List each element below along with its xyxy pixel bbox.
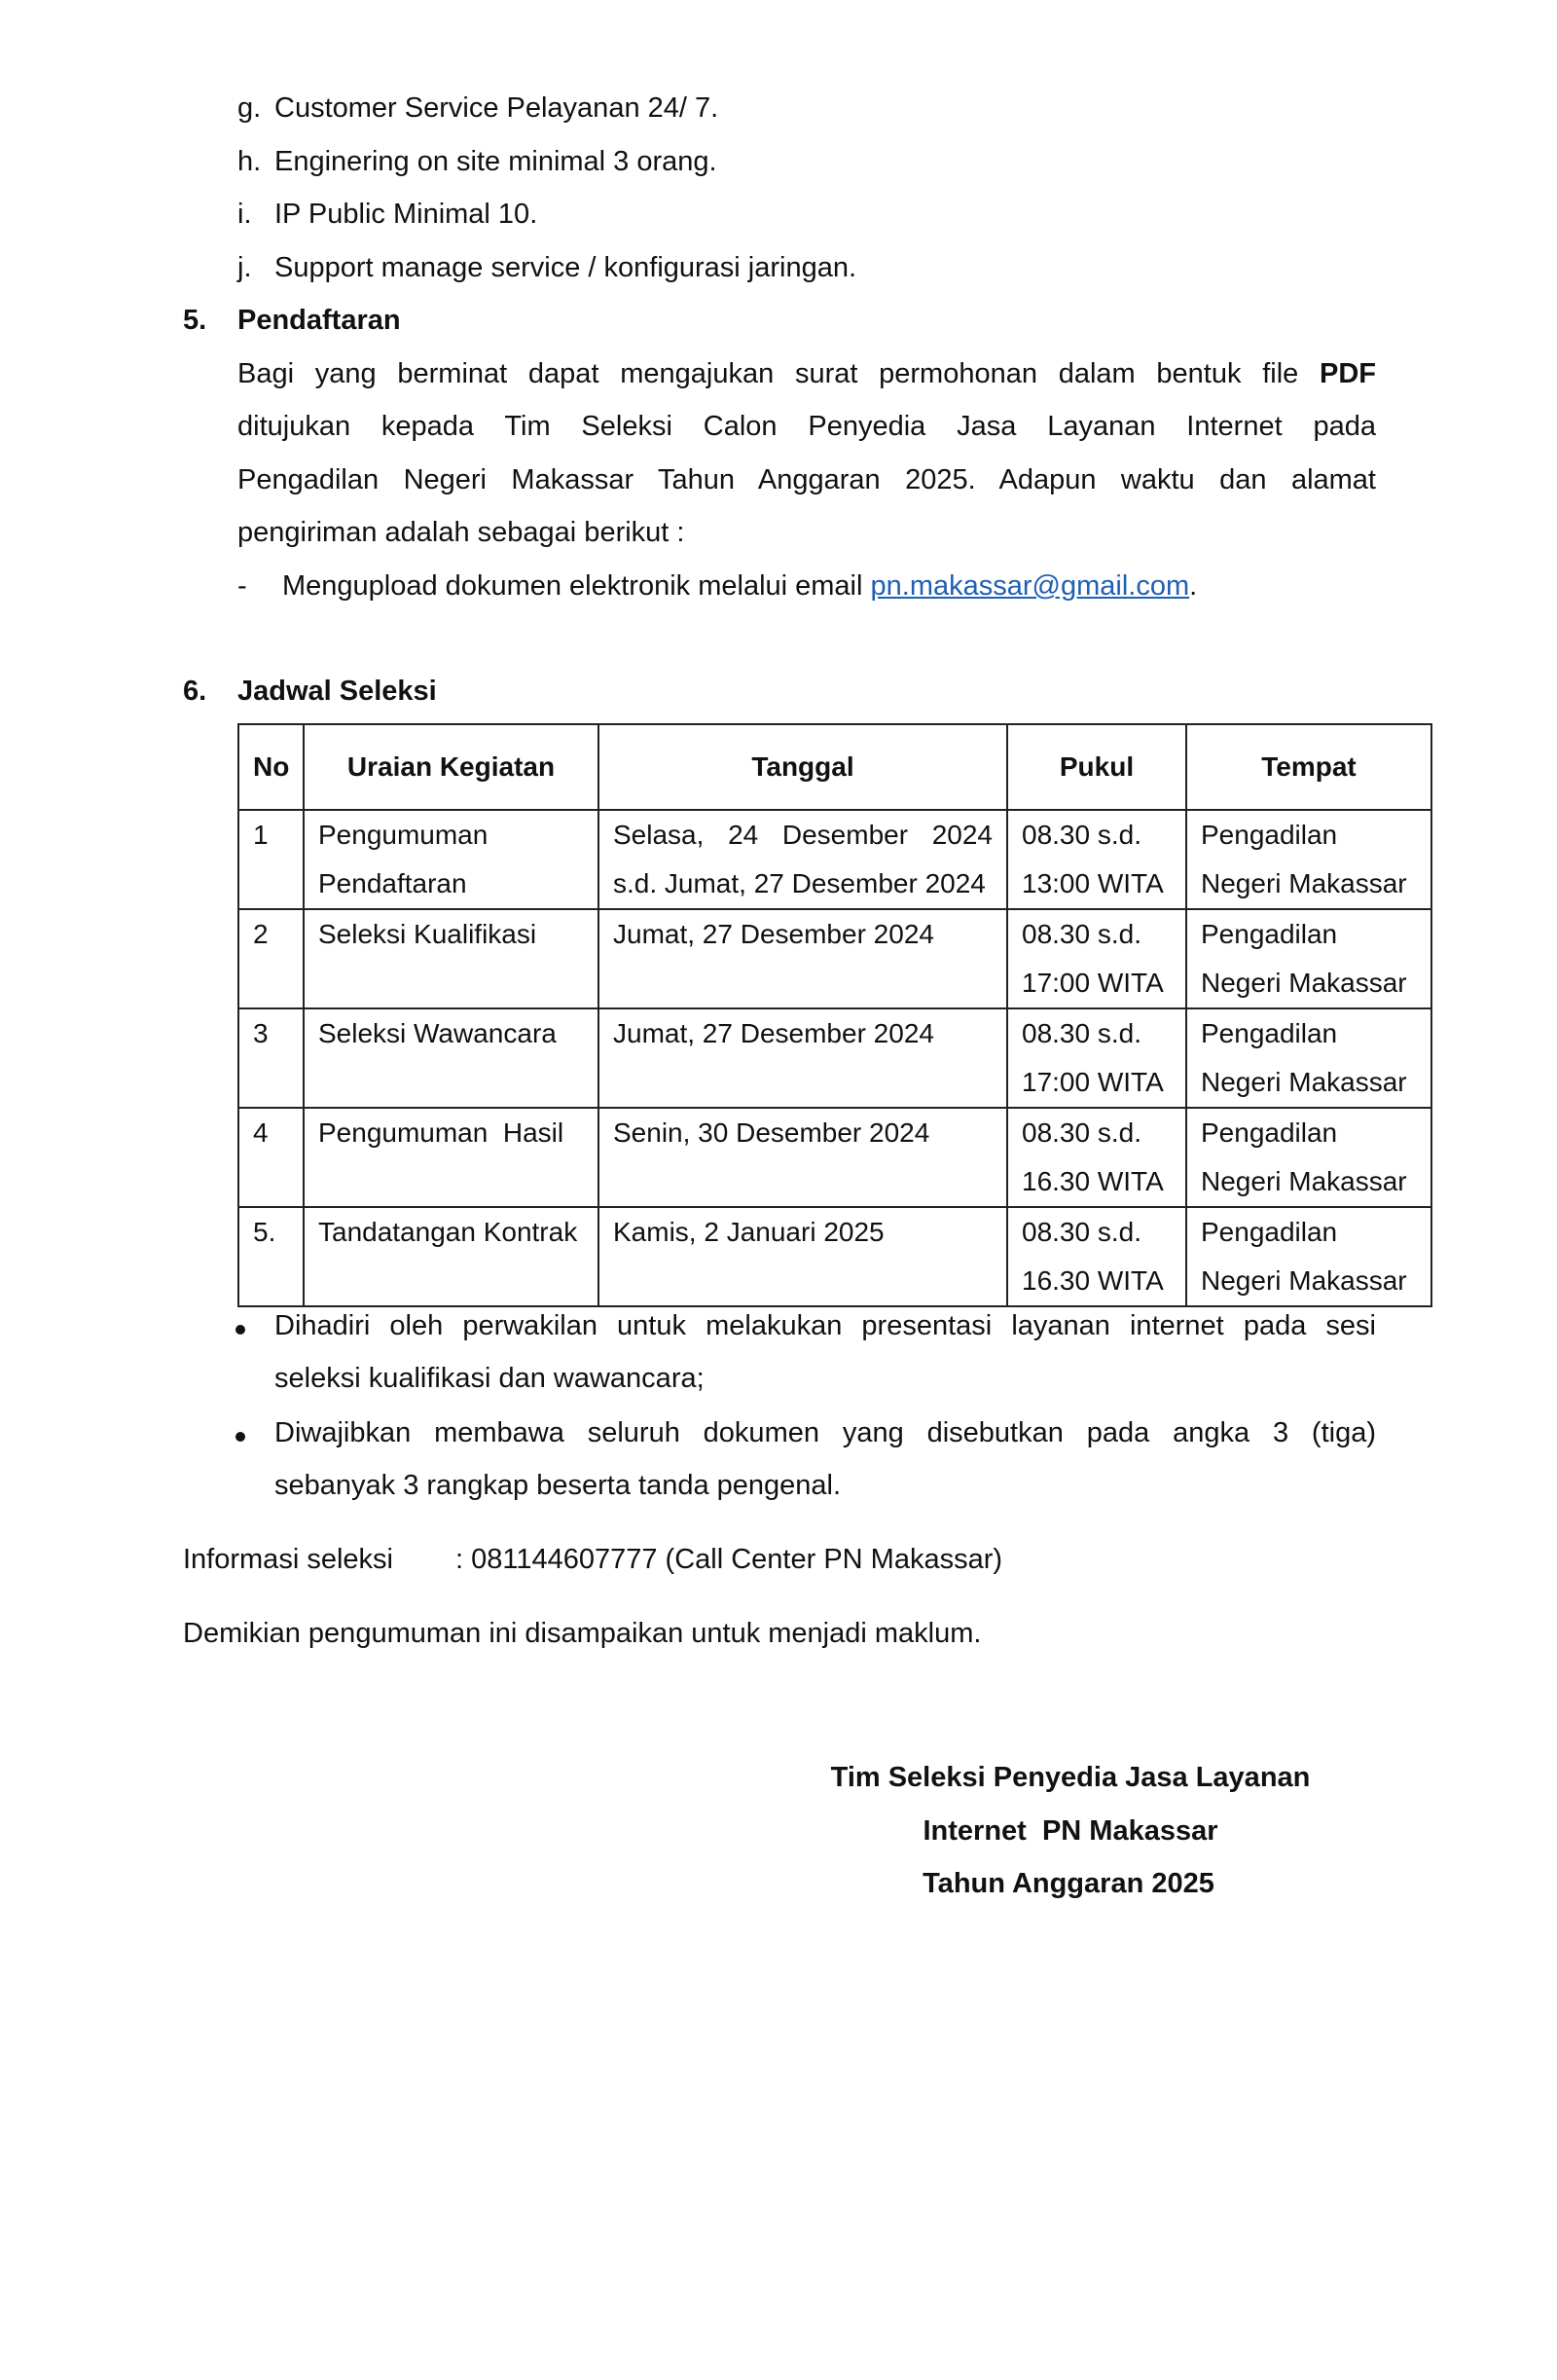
cell-tempat bbox=[1186, 909, 1431, 1008]
cell-line: 08.30 s.d. bbox=[1022, 1217, 1141, 1247]
cell-line: Pengadilan bbox=[1201, 1018, 1338, 1048]
table-header-row bbox=[238, 724, 1431, 810]
cell-pukul bbox=[1007, 1207, 1186, 1306]
signature-line: Tahun Anggaran 2025 bbox=[923, 1868, 1214, 1899]
list-item-text: IP Public Minimal 10. bbox=[274, 199, 538, 230]
list-item bbox=[237, 92, 719, 124]
cell-line: Pengadilan bbox=[1201, 820, 1338, 850]
schedule-table bbox=[237, 723, 1432, 1307]
cell-tempat bbox=[1186, 1108, 1431, 1207]
signature-line: Tim Seleksi Penyedia Jasa Layanan bbox=[830, 1762, 1311, 1793]
cell-pukul bbox=[1007, 909, 1186, 1008]
cell-tanggal bbox=[598, 810, 1007, 909]
cell-tanggal: Kamis, 2 Januari 2025 bbox=[598, 1207, 1007, 1306]
list-marker: g. bbox=[237, 92, 262, 124]
cell-line: Negeri Makassar bbox=[1201, 1166, 1407, 1196]
table-row bbox=[238, 1207, 1431, 1306]
cell-line: Negeri Makassar bbox=[1201, 1067, 1407, 1097]
cell-line: Negeri Makassar bbox=[1201, 868, 1407, 898]
cell-no: 5. bbox=[238, 1207, 304, 1306]
info-value: : 081144607777 (Call Center PN Makassar) bbox=[455, 1544, 1003, 1575]
cell-kegiatan: Tandatangan Kontrak bbox=[304, 1207, 598, 1306]
list-item bbox=[237, 146, 717, 177]
paragraph-line bbox=[237, 360, 1376, 388]
table-row bbox=[238, 1108, 1431, 1207]
paragraph-line: ditujukan kepada Tim Seleksi Calon Penyedia Jasa Layanan Internet pada bbox=[237, 411, 1376, 442]
cell-no: 4 bbox=[238, 1108, 304, 1207]
table-row bbox=[238, 810, 1431, 909]
bullet-icon bbox=[235, 1325, 245, 1335]
cell-kegiatan: Seleksi Wawancara bbox=[304, 1008, 598, 1108]
cell-line: Pengumuman bbox=[318, 820, 489, 850]
note-line: seleksi kualifikasi dan wawancara; bbox=[274, 1363, 705, 1394]
cell-kegiatan: Seleksi Kualifikasi bbox=[304, 909, 598, 1008]
note-line: sebanyak 3 rangkap beserta tanda pengenal. bbox=[274, 1470, 842, 1501]
bullet-icon bbox=[235, 1432, 245, 1442]
cell-tanggal: Jumat, 27 Desember 2024 bbox=[598, 909, 1007, 1008]
cell-tempat bbox=[1186, 1008, 1431, 1108]
file-format-label: PDF bbox=[1320, 358, 1377, 389]
list-item-text: Support manage service / konfigurasi jaringan. bbox=[274, 252, 857, 283]
upload-item bbox=[237, 570, 1198, 602]
note-line: Diwajibkan membawa seluruh dokumen yang disebutkan pada angka 3 (tiga) bbox=[274, 1417, 1376, 1448]
cell-tanggal: Jumat, 27 Desember 2024 bbox=[598, 1008, 1007, 1108]
table-row bbox=[238, 909, 1431, 1008]
note-line: Dihadiri oleh perwakilan untuk melakukan presentasi layanan internet pada sesi bbox=[274, 1310, 1376, 1341]
cell-line: 17:00 WITA bbox=[1022, 968, 1164, 998]
cell-line: 16.30 WITA bbox=[1022, 1166, 1164, 1196]
closing-statement: Demikian pengumuman ini disampaikan untuk menjadi maklum. bbox=[183, 1618, 982, 1649]
section-title: Pendaftaran bbox=[237, 305, 401, 336]
header-uraian-kegiatan: Uraian Kegiatan bbox=[304, 724, 598, 810]
signature-line: Internet PN Makassar bbox=[923, 1815, 1218, 1847]
cell-no: 3 bbox=[238, 1008, 304, 1108]
cell-tempat bbox=[1186, 810, 1431, 909]
info-label: Informasi seleksi bbox=[183, 1544, 393, 1575]
cell-pukul bbox=[1007, 810, 1186, 909]
cell-line: Selasa, 24 Desember 2024 bbox=[613, 820, 993, 850]
cell-line: 16.30 WITA bbox=[1022, 1265, 1164, 1296]
cell-pukul bbox=[1007, 1108, 1186, 1207]
cell-line: Pengadilan bbox=[1201, 1117, 1338, 1148]
section-number: 5. bbox=[183, 305, 207, 336]
header-no: No bbox=[238, 724, 304, 810]
list-item bbox=[237, 252, 857, 283]
header-pukul: Pukul bbox=[1007, 724, 1186, 810]
header-tanggal: Tanggal bbox=[598, 724, 1007, 810]
list-marker: h. bbox=[237, 146, 262, 177]
section-title: Jadwal Seleksi bbox=[237, 676, 437, 707]
list-marker: - bbox=[237, 570, 247, 602]
cell-no: 1 bbox=[238, 810, 304, 909]
cell-line: 08.30 s.d. bbox=[1022, 820, 1141, 850]
cell-line: 08.30 s.d. bbox=[1022, 1018, 1141, 1048]
cell-pukul bbox=[1007, 1008, 1186, 1108]
cell-line: Pendaftaran bbox=[318, 868, 467, 898]
cell-line: s.d. Jumat, 27 Desember 2024 bbox=[613, 868, 986, 898]
list-marker: j. bbox=[237, 252, 252, 283]
header-tempat: Tempat bbox=[1186, 724, 1431, 810]
cell-line: Pengadilan bbox=[1201, 919, 1338, 949]
table-row bbox=[238, 1008, 1431, 1108]
cell-tanggal: Senin, 30 Desember 2024 bbox=[598, 1108, 1007, 1207]
list-item bbox=[237, 199, 538, 230]
cell-line: 17:00 WITA bbox=[1022, 1067, 1164, 1097]
cell-no: 2 bbox=[238, 909, 304, 1008]
cell-kegiatan: Pengumuman Hasil bbox=[304, 1108, 598, 1207]
cell-line: Pengadilan bbox=[1201, 1217, 1338, 1247]
upload-item-text: Mengupload dokumen elektronik melalui email bbox=[282, 570, 863, 602]
section-number: 6. bbox=[183, 676, 207, 707]
cell-line: Negeri Makassar bbox=[1201, 1265, 1407, 1296]
cell-tempat bbox=[1186, 1207, 1431, 1306]
cell-line: 08.30 s.d. bbox=[1022, 1117, 1141, 1148]
cell-line: 13:00 WITA bbox=[1022, 868, 1164, 898]
cell-kegiatan bbox=[304, 810, 598, 909]
cell-line: Negeri Makassar bbox=[1201, 968, 1407, 998]
list-marker: i. bbox=[237, 199, 252, 230]
paragraph-line: Pengadilan Negeri Makassar Tahun Anggaran 2025. Adapun waktu dan alamat bbox=[237, 464, 1376, 495]
list-item-text: Enginering on site minimal 3 orang. bbox=[274, 146, 717, 177]
cell-line: 08.30 s.d. bbox=[1022, 919, 1141, 949]
upload-item-end: . bbox=[1189, 570, 1198, 602]
list-item-text: Customer Service Pelayanan 24/ 7. bbox=[274, 92, 719, 124]
paragraph-text: Bagi yang berminat dapat mengajukan surat permohonan dalam bentuk file bbox=[237, 358, 1299, 389]
paragraph-line: pengiriman adalah sebagai berikut : bbox=[237, 517, 685, 548]
email-link[interactable]: pn.makassar@gmail.com bbox=[870, 570, 1190, 602]
